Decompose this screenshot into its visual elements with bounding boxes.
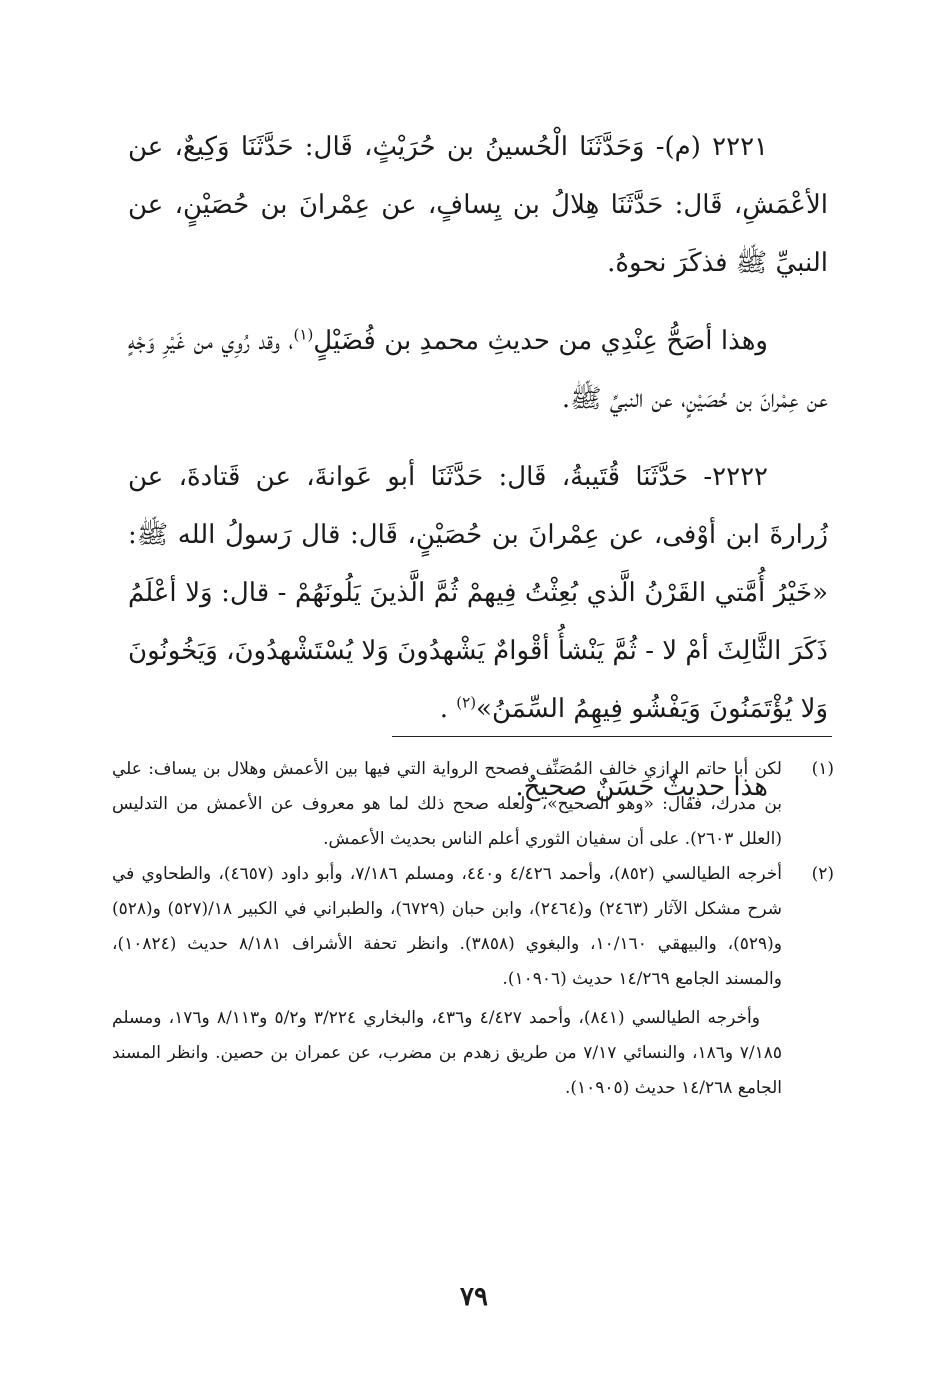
comment-1-rest: ، وقد رُوِي من غَيْرِ وَجْهٍ عن عِمْرانَ بن حُصَيْنٍ، عن النبيِّ ﷺ. <box>128 326 828 414</box>
footnote-2-continuation: وأخرجه الطيالسي (٨٤١)، وأحمد ٤/٤٢٧ و٤٣٦، والبخاري ٣/٢٢٤ و٥/٢ و٨/١١٣ و١٧٦، ومسلم ٧/١٨٥ و١٨٦، والنسائي ٧/١٧ من طريق زهدم بن مضرب، عن عمران بن حصين. وانظر المسند الجامع ١٤/٢٦٨ حديث (١٠٩٠٥). <box>112 1008 782 1098</box>
footnote-text: لكن أبا حاتم الرازي خالف المُصَنِّف فصحح الرواية التي فيها بين الأعمش وهلال بن يساف: علي بن مدرك، فقال: «وهو الصحيح»، ولعله صحح ذلك لما هو معروف عن الأعمش من التدليس (العلل ٢٦٠٣). على أن سفيان الثوري أعلم الناس بحديث الأعمش. <box>112 759 782 849</box>
hadith-2221: ٢٢٢١ (م)- وَحَدَّثَنَا الْحُسينُ بن حُرَيْثٍ، قَال: حَدَّثَنَا وَكِيعٌ، عن الأعْمَشِ، قَال: حَدَّثَنَا هِلالُ بن يِسافٍ، عن عِمْرانَ بن حُصَيْنٍ، عن النبيِّ ﷺ فذكَرَ نحوهُ. <box>128 132 828 278</box>
footnote-text: أخرجه الطيالسي (٨٥٢)، وأحمد ٤/٤٢٦ و٤٤٠، ومسلم ٧/١٨٦، وأبو داود (٤٦٥٧)، والطحاوي في شرح مشكل الآثار (٢٤٦٣) و(٢٤٦٤)، وابن حبان (٦٧٢٩)، والطبراني في الكبير ١٨/(٥٢٧) و(٥٢٨) و(٥٢٩)، والبيهقي ١٠/١٦٠، والبغوي (٣٨٥٨). وانظر تحفة الأشراف ٨/١٨١ حديث (١٠٨٢٤)، والمسند الجامع ١٤/٢٦٩ حديث (١٠٩٠٦). <box>112 864 782 989</box>
footnotes <box>112 752 834 1106</box>
tirmidhi-comment-1 <box>128 312 828 428</box>
comment-1-text: وهذا أصَحُّ عِنْدِي من حديثِ محمدِ بن فُضَيْلٍ <box>313 326 768 356</box>
hadith-2222-text: ٢٢٢٢- حَدَّثَنَا قُتَيبةُ، قَال: حَدَّثَنَا أبو عَوانةَ، عن قَتادةَ، عن زُرارةَ ابن أوْفى، عن عِمْرانَ بن حُصَيْنٍ، قَال: قال رَسولُ الله ﷺ: «خَيْرُ أُمَّتي القَرْنُ الَّذي بُعِثْتُ فِيهمْ ثُمَّ الَّذينَ يَلُونَهُمْ - قال: وَلا أعْلَمُ ذَكَرَ الثَّالِثَ أمْ لا - ثُمَّ يَنْشأُ أقْوامٌ يَشْهدُونَ وَلا يُسْتَشْهدُونَ، وَيَخُونُونَ وَلا يُؤْتَمَنُونَ وَيَفْشُو فِيهِمُ السِّمَنُ» <box>128 462 828 724</box>
footnote-2 <box>112 857 834 997</box>
tirmidhi-comment-2: هذا حديثٌ حَسَنٌ صحيحٌ. <box>515 772 768 802</box>
hadith-2222 <box>128 448 828 738</box>
page-number: ٧٩ <box>460 1282 488 1312</box>
main-text <box>128 118 828 836</box>
footnote-number: (١) <box>811 759 834 779</box>
footnote-ref-2: (٢) <box>456 693 477 712</box>
footnote-separator <box>392 736 832 737</box>
footnote-number: (٢) <box>811 864 834 884</box>
footnote-1 <box>112 752 834 857</box>
footnote-ref-1: (١) <box>293 325 314 344</box>
hadith-2222-end: . <box>439 694 457 724</box>
